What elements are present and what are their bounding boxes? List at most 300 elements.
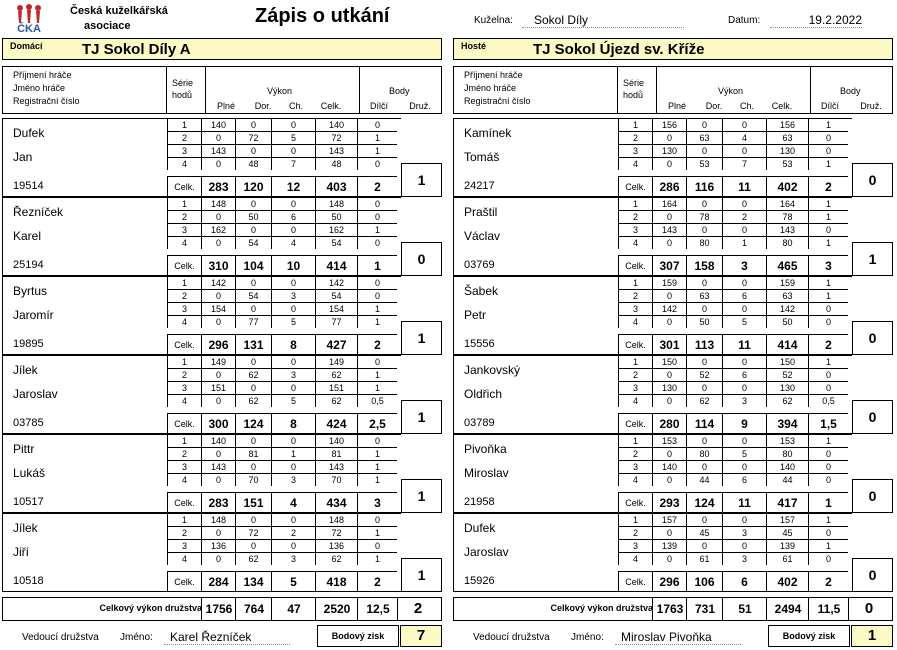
series-cell: 0 (235, 460, 271, 473)
col-head-perf: Výkon (267, 86, 293, 96)
series-cell: 0 (357, 289, 397, 302)
series-cell: 162 (315, 223, 357, 236)
total-cell: Celk. (618, 334, 652, 354)
team-point-box: 0 (852, 479, 893, 513)
series-cell: 1 (167, 434, 201, 447)
player-reg: 19514 (13, 180, 44, 192)
series-cell: 80 (686, 447, 722, 460)
series-cell: 3 (271, 473, 315, 486)
total-cell: 434 (315, 492, 357, 512)
player-surname: Praštil (464, 205, 498, 219)
series-cell: 0 (652, 157, 686, 170)
team-point-box: 0 (852, 321, 893, 355)
gain-value: 7 (400, 625, 442, 647)
series-cell: 52 (686, 368, 722, 381)
col-head-perf: Výkon (718, 86, 744, 96)
player-firstname: Karel (13, 229, 42, 243)
total-cell: 402 (766, 571, 808, 591)
summary-cell: 0 (848, 597, 889, 621)
series-cell: 3 (722, 552, 766, 565)
series-cell: 0 (686, 144, 722, 157)
total-cell: Celk. (618, 571, 652, 591)
series-cell: 44 (686, 473, 722, 486)
player-firstname: Jaroslav (464, 545, 509, 559)
series-cell: 3 (618, 539, 652, 552)
series-cell: 4 (618, 315, 652, 328)
series-cell: 0 (808, 302, 848, 315)
series-cell: 0 (235, 355, 271, 368)
series-cell: 0 (808, 131, 848, 144)
series-cell: 0 (808, 381, 848, 394)
series-cell: 0 (235, 302, 271, 315)
total-cell: Celk. (618, 176, 652, 196)
series-cell: 2 (618, 289, 652, 302)
series-cell: 2 (167, 210, 201, 223)
divider (166, 66, 167, 114)
series-cell: 0 (357, 355, 397, 368)
series-cell: 1 (357, 447, 397, 460)
series-cell: 62 (315, 394, 357, 407)
series-cell: 0 (201, 289, 235, 302)
series-cell: 0 (722, 276, 766, 289)
player-reg: 21958 (464, 496, 495, 508)
series-cell: 0 (652, 236, 686, 249)
series-cell: 0 (201, 131, 235, 144)
total-cell: 10 (271, 255, 315, 275)
series-cell: 1 (722, 236, 766, 249)
series-cell: 143 (652, 223, 686, 236)
total-cell: 120 (235, 176, 271, 196)
series-cell: 0 (652, 368, 686, 381)
page-title: Zápis o utkání (255, 5, 390, 27)
series-cell: 159 (766, 276, 808, 289)
series-cell: 0 (652, 315, 686, 328)
total-cell: 427 (315, 334, 357, 354)
team-side-label: Hosté (461, 41, 487, 51)
series-cell: 7 (271, 157, 315, 170)
total-cell: 11 (722, 176, 766, 196)
captain-name-label: Jméno: (571, 632, 604, 643)
series-cell: 0 (722, 197, 766, 210)
player-firstname: Jiří (13, 545, 29, 559)
player-firstname: Lukáš (13, 466, 46, 480)
divider (205, 66, 206, 114)
series-cell: 2 (167, 447, 201, 460)
total-cell: 417 (766, 492, 808, 512)
player-surname: Řezníček (13, 205, 64, 219)
series-cell: 1 (808, 539, 848, 552)
total-cell: 11 (722, 492, 766, 512)
team-point-box: 1 (401, 400, 442, 434)
series-cell: 130 (766, 144, 808, 157)
series-cell: 140 (652, 460, 686, 473)
series-cell: 3 (618, 144, 652, 157)
series-cell: 153 (766, 434, 808, 447)
total-cell: 286 (652, 176, 686, 196)
series-cell: 61 (766, 552, 808, 565)
series-cell: 1 (808, 210, 848, 223)
total-cell: 424 (315, 413, 357, 433)
series-cell: 54 (315, 236, 357, 249)
series-cell: 54 (235, 236, 271, 249)
gain-value: 1 (851, 625, 893, 647)
series-cell: 151 (315, 381, 357, 394)
series-cell: 0 (652, 210, 686, 223)
series-cell: 50 (766, 315, 808, 328)
col-head-player: Příjmení hráče (464, 70, 523, 80)
series-cell: 0 (808, 315, 848, 328)
series-cell: 52 (766, 368, 808, 381)
total-cell: 1 (357, 255, 397, 275)
series-cell: 0 (271, 118, 315, 131)
series-cell: 62 (315, 552, 357, 565)
series-cell: 0 (271, 434, 315, 447)
series-cell: 0 (686, 513, 722, 526)
series-cell: 5 (722, 315, 766, 328)
series-cell: 45 (766, 526, 808, 539)
series-cell: 50 (315, 210, 357, 223)
player-reg: 03789 (464, 417, 495, 429)
team-side-label: Domácí (10, 41, 43, 51)
player-firstname: Tomáš (464, 150, 500, 164)
total-cell: Celk. (618, 255, 652, 275)
series-cell: 142 (652, 302, 686, 315)
series-cell: 1 (357, 368, 397, 381)
summary-label: Celkový výkon družstva (99, 603, 202, 613)
total-cell: 134 (235, 571, 271, 591)
series-cell: 1 (167, 276, 201, 289)
series-cell: 0 (808, 526, 848, 539)
series-cell: 4 (167, 473, 201, 486)
series-cell: 63 (686, 131, 722, 144)
series-cell: 0 (686, 302, 722, 315)
player-surname: Šabek (464, 284, 499, 298)
series-cell: 45 (686, 526, 722, 539)
series-cell: 63 (686, 289, 722, 302)
total-cell: 293 (652, 492, 686, 512)
series-cell: 148 (201, 197, 235, 210)
series-cell: 0 (686, 539, 722, 552)
summary-cell: 764 (235, 597, 272, 621)
divider (617, 66, 618, 114)
series-cell: 0 (201, 447, 235, 460)
col-head-4: Dílčí (821, 101, 839, 111)
team-point-box: 1 (401, 321, 442, 355)
series-cell: 1 (357, 302, 397, 315)
series-cell: 157 (652, 513, 686, 526)
series-cell: 4 (618, 236, 652, 249)
series-cell: 0 (201, 236, 235, 249)
summary-cell: 51 (722, 597, 767, 621)
series-cell: 1 (357, 315, 397, 328)
total-cell: 158 (686, 255, 722, 275)
series-cell: 0 (271, 381, 315, 394)
total-cell: 300 (201, 413, 235, 433)
series-cell: 2 (618, 526, 652, 539)
series-cell: 3 (618, 460, 652, 473)
total-cell: 2 (808, 571, 848, 591)
col-head-1: Dor. (705, 101, 723, 111)
series-cell: 2 (167, 526, 201, 539)
team-point-box: 0 (852, 558, 893, 592)
total-cell: 1 (808, 492, 848, 512)
summary-cell: 12,5 (357, 597, 398, 621)
series-cell: 0 (722, 223, 766, 236)
series-cell: 1 (167, 197, 201, 210)
series-cell: 63 (766, 131, 808, 144)
series-cell: 1 (357, 223, 397, 236)
total-cell: 1,5 (808, 413, 848, 433)
summary-cell: 11,5 (808, 597, 849, 621)
col-head-series: Série (172, 78, 194, 88)
series-cell: 154 (201, 302, 235, 315)
series-cell: 0 (652, 526, 686, 539)
series-cell: 1 (167, 118, 201, 131)
series-cell: 157 (766, 513, 808, 526)
summary-cell: 1763 (652, 597, 687, 621)
series-cell: 143 (201, 144, 235, 157)
series-cell: 143 (315, 144, 357, 157)
series-cell: 70 (315, 473, 357, 486)
series-cell: 1 (357, 381, 397, 394)
captain-name: Miroslav Pivoňka (615, 630, 741, 645)
series-cell: 0 (652, 473, 686, 486)
series-cell: 80 (766, 236, 808, 249)
total-cell: 8 (271, 334, 315, 354)
total-cell: 2 (357, 571, 397, 591)
series-cell: 1 (808, 289, 848, 302)
total-cell: 284 (201, 571, 235, 591)
series-cell: 3 (271, 552, 315, 565)
player-firstname: Jaromír (13, 308, 54, 322)
total-cell: 310 (201, 255, 235, 275)
series-cell: 0 (357, 210, 397, 223)
series-cell: 3 (722, 526, 766, 539)
series-cell: 164 (652, 197, 686, 210)
series-cell: 0 (235, 513, 271, 526)
series-cell: 54 (235, 289, 271, 302)
series-cell: 53 (766, 157, 808, 170)
series-cell: 0 (652, 131, 686, 144)
player-reg: 25194 (13, 259, 44, 271)
series-cell: 44 (766, 473, 808, 486)
series-cell: 48 (235, 157, 271, 170)
series-cell: 72 (235, 526, 271, 539)
series-cell: 1 (357, 131, 397, 144)
summary-label: Celkový výkon družstva (550, 603, 653, 613)
series-cell: 136 (315, 539, 357, 552)
org-name-line2: asociace (84, 20, 131, 32)
series-cell: 5 (271, 394, 315, 407)
series-cell: 6 (722, 289, 766, 302)
series-cell: 3 (271, 289, 315, 302)
series-cell: 0 (271, 302, 315, 315)
captain-name-label: Jméno: (120, 632, 153, 643)
col-head-player: Registrační číslo (464, 96, 531, 106)
series-cell: 0 (722, 355, 766, 368)
series-cell: 70 (235, 473, 271, 486)
series-cell: 53 (686, 157, 722, 170)
series-cell: 5 (722, 447, 766, 460)
series-cell: 0 (235, 223, 271, 236)
series-cell: 148 (315, 197, 357, 210)
series-cell: 2 (618, 447, 652, 460)
series-cell: 63 (766, 289, 808, 302)
total-cell: 301 (652, 334, 686, 354)
series-cell: 1 (618, 513, 652, 526)
player-reg: 10518 (13, 575, 44, 587)
series-cell: 1 (357, 552, 397, 565)
player-surname: Dufek (13, 126, 45, 140)
total-cell: 106 (686, 571, 722, 591)
series-cell: 4 (167, 315, 201, 328)
series-cell: 80 (766, 447, 808, 460)
series-cell: 1 (618, 355, 652, 368)
series-cell: 130 (652, 381, 686, 394)
series-cell: 4 (167, 552, 201, 565)
total-cell: 2 (357, 176, 397, 196)
series-cell: 1 (618, 276, 652, 289)
team-point-box: 1 (852, 242, 893, 276)
logo (14, 3, 44, 37)
series-cell: 0 (201, 552, 235, 565)
team-header-bar (2, 38, 442, 60)
series-cell: 130 (766, 381, 808, 394)
series-cell: 80 (686, 236, 722, 249)
series-cell: 142 (315, 276, 357, 289)
series-cell: 1 (357, 144, 397, 157)
series-cell: 0 (808, 460, 848, 473)
col-head-player: Registrační číslo (13, 96, 80, 106)
team-point-box: 1 (401, 163, 442, 197)
series-cell: 0 (235, 144, 271, 157)
col-head-player: Příjmení hráče (13, 70, 72, 80)
total-cell: 114 (686, 413, 722, 433)
total-cell: 104 (235, 255, 271, 275)
series-cell: 0 (271, 355, 315, 368)
series-cell: 2 (271, 526, 315, 539)
series-cell: 62 (235, 394, 271, 407)
series-cell: 1 (167, 355, 201, 368)
series-cell: 1 (618, 118, 652, 131)
series-cell: 62 (686, 394, 722, 407)
player-reg: 19895 (13, 338, 44, 350)
series-cell: 0 (722, 144, 766, 157)
series-cell: 139 (652, 539, 686, 552)
series-cell: 0 (235, 381, 271, 394)
series-cell: 0 (357, 539, 397, 552)
series-cell: 0 (722, 381, 766, 394)
col-head-series: Série (623, 78, 645, 88)
total-cell: 418 (315, 571, 357, 591)
series-cell: 162 (201, 223, 235, 236)
player-surname: Pittr (13, 442, 35, 456)
total-cell: 11 (722, 334, 766, 354)
total-cell: 283 (201, 176, 235, 196)
col-head-series: hodů (623, 90, 644, 100)
series-cell: 0 (686, 460, 722, 473)
series-cell: 1 (618, 197, 652, 210)
total-cell: 307 (652, 255, 686, 275)
series-cell: 0 (201, 315, 235, 328)
summary-cell: 2 (397, 597, 438, 621)
series-cell: 0,5 (357, 394, 397, 407)
col-head-player: Jméno hráče (464, 83, 517, 93)
series-cell: 2 (618, 368, 652, 381)
series-cell: 156 (766, 118, 808, 131)
series-cell: 0 (357, 434, 397, 447)
series-cell: 4 (167, 394, 201, 407)
total-cell: 465 (766, 255, 808, 275)
series-cell: 0 (357, 157, 397, 170)
series-cell: 3 (722, 394, 766, 407)
player-reg: 15556 (464, 338, 495, 350)
series-cell: 2 (618, 210, 652, 223)
series-cell: 4 (618, 552, 652, 565)
player-firstname: Jan (13, 150, 33, 164)
series-cell: 1 (357, 473, 397, 486)
venue-value: Sokol Díly (522, 13, 684, 28)
series-cell: 0 (201, 210, 235, 223)
series-cell: 0 (686, 434, 722, 447)
series-cell: 77 (315, 315, 357, 328)
series-cell: 6 (722, 473, 766, 486)
summary-cell: 47 (271, 597, 316, 621)
total-cell: 124 (686, 492, 722, 512)
series-cell: 3 (167, 223, 201, 236)
total-cell: 151 (235, 492, 271, 512)
series-cell: 2 (618, 131, 652, 144)
col-head-series: hodů (172, 90, 193, 100)
series-cell: 3 (167, 460, 201, 473)
total-cell: Celk. (167, 334, 201, 354)
series-cell: 153 (652, 434, 686, 447)
series-cell: 0 (652, 394, 686, 407)
total-cell: 2 (808, 176, 848, 196)
series-cell: 5 (271, 131, 315, 144)
col-head-2: Ch. (739, 101, 754, 111)
series-cell: 130 (652, 144, 686, 157)
series-cell: 1 (808, 118, 848, 131)
team-point-box: 0 (401, 242, 442, 276)
series-cell: 0 (808, 368, 848, 381)
series-cell: 0 (235, 434, 271, 447)
series-cell: 136 (201, 539, 235, 552)
series-cell: 1 (271, 447, 315, 460)
series-cell: 1 (357, 460, 397, 473)
series-cell: 0 (235, 118, 271, 131)
total-cell: Celk. (618, 492, 652, 512)
series-cell: 0 (271, 144, 315, 157)
series-cell: 62 (766, 394, 808, 407)
series-cell: 0 (808, 447, 848, 460)
total-cell: 4 (271, 492, 315, 512)
series-cell: 61 (686, 552, 722, 565)
series-cell: 0 (357, 197, 397, 210)
total-cell: 296 (652, 571, 686, 591)
series-cell: 150 (766, 355, 808, 368)
team-point-box: 1 (401, 558, 442, 592)
series-cell: 0 (201, 394, 235, 407)
total-cell: 124 (235, 413, 271, 433)
series-cell: 3 (167, 302, 201, 315)
series-cell: 72 (315, 131, 357, 144)
series-cell: 5 (271, 315, 315, 328)
series-cell: 78 (686, 210, 722, 223)
col-head-0: Plné (667, 101, 686, 111)
total-cell: 414 (766, 334, 808, 354)
player-firstname: Miroslav (464, 466, 509, 480)
